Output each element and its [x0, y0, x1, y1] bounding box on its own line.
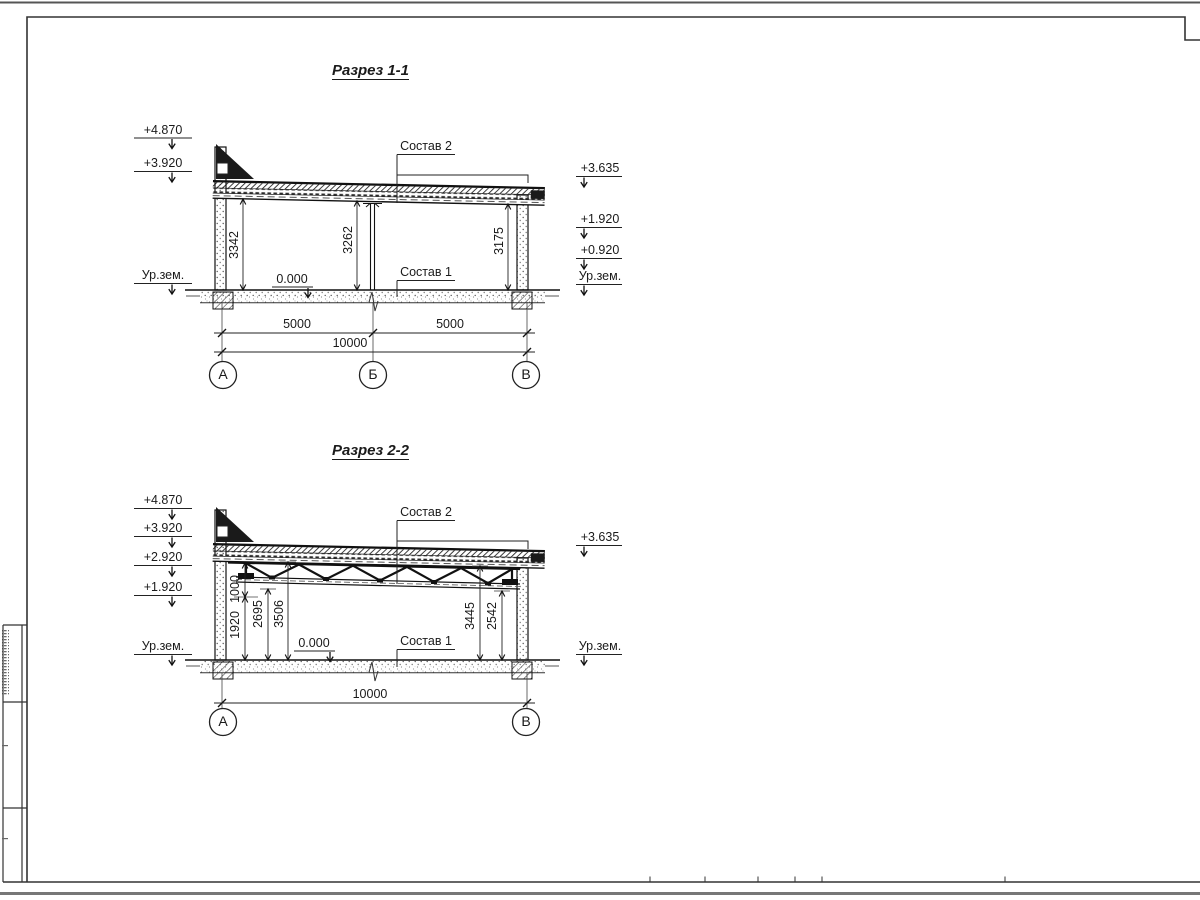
- elevation-mark-label: +3.920: [143, 521, 183, 535]
- axis-label: В: [521, 366, 531, 382]
- elevation-mark-label: +3.920: [143, 156, 183, 170]
- elevation-mark-label: Ур.зем.: [578, 639, 622, 653]
- axis-label: А: [218, 366, 228, 382]
- dimension-text: 2695: [251, 600, 265, 628]
- dimension-text: 3175: [492, 227, 506, 255]
- callout-sostav2: Состав 2: [400, 505, 452, 519]
- dimension-text: 2542: [485, 602, 499, 630]
- elevation-mark-label: +1.920: [580, 212, 620, 226]
- callout-sostav1: Состав 1: [400, 634, 452, 648]
- dimension-text: 10000: [332, 336, 368, 350]
- callout-sostav2: Состав 2: [400, 139, 452, 153]
- elevation-mark-label: +4.870: [143, 493, 183, 507]
- elevation-mark-label: +3.635: [580, 161, 620, 175]
- axis-label: Б: [368, 366, 378, 382]
- dimension-text: 1920: [228, 611, 242, 639]
- elevation-mark-label: +0.920: [580, 243, 620, 257]
- elevation-mark-label: +3.635: [580, 530, 620, 544]
- elevation-mark-label: Ур.зем.: [141, 639, 185, 653]
- dimension-text: 5000: [436, 317, 464, 331]
- elevation-mark-label: +2.920: [143, 550, 183, 564]
- section-1-1-title: Разрез 1-1: [332, 62, 410, 79]
- callout-sostav1: Состав 1: [400, 265, 452, 279]
- elevation-mark-label: +1.920: [143, 580, 183, 594]
- dimension-text: 5000: [283, 317, 311, 331]
- axis-label: А: [218, 713, 228, 729]
- axis-label: В: [521, 713, 531, 729]
- section-2-2-title: Разрез 2-2: [332, 442, 410, 459]
- dimension-text: 3445: [463, 602, 477, 630]
- dimension-text: 3342: [227, 231, 241, 259]
- dimension-text: 3262: [341, 226, 355, 254]
- dimension-text: 10000: [352, 687, 388, 701]
- zero-level-label: 0.000: [276, 271, 308, 286]
- zero-level-label: 0.000: [298, 635, 330, 650]
- dimension-text: 3506: [272, 600, 286, 628]
- elevation-mark-label: Ур.зем.: [141, 268, 185, 282]
- dimension-text: 1000: [228, 575, 242, 603]
- elevation-mark-label: Ур.зем.: [578, 269, 622, 283]
- elevation-mark-label: +4.870: [143, 123, 183, 137]
